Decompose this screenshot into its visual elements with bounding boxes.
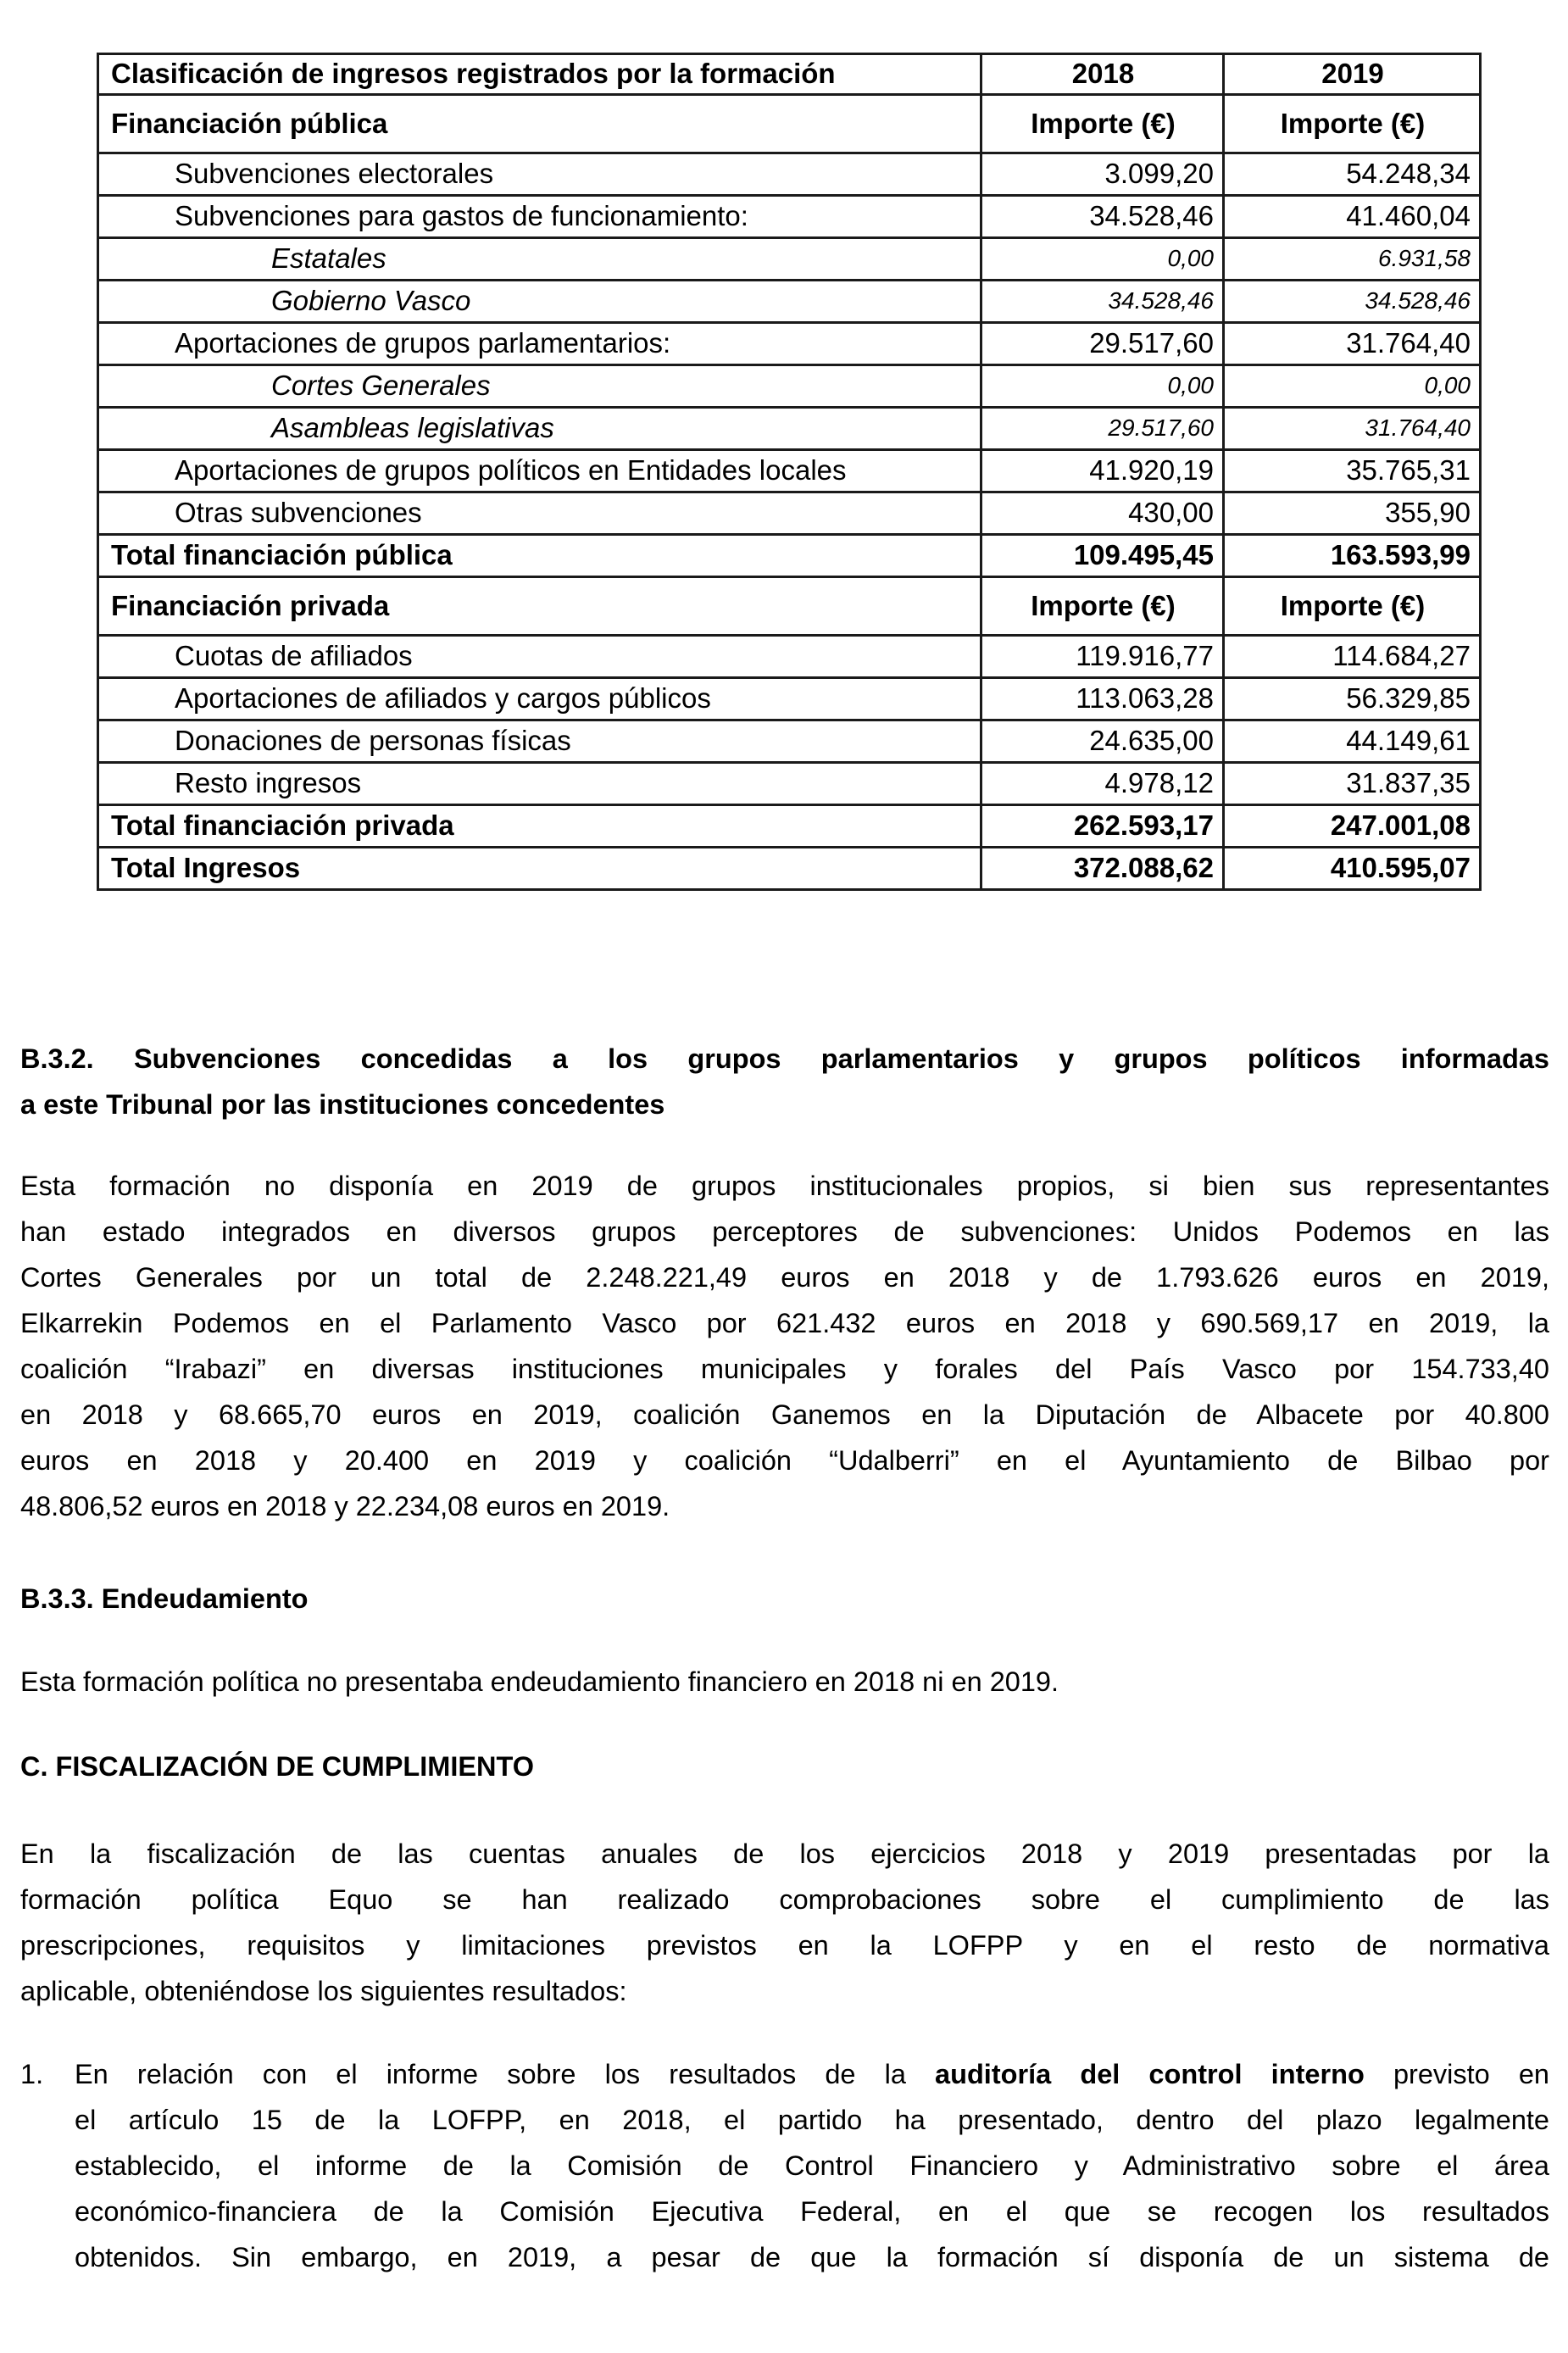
private-total-row <box>98 805 1481 848</box>
row-label: Estatales <box>98 238 981 281</box>
section-unit-2019: Importe (€) <box>1224 95 1481 153</box>
value-2019: 31.764,40 <box>1224 408 1481 450</box>
row-label: Otras subvenciones <box>98 492 981 535</box>
paragraph-line: prescripciones, requisitos y limitaciones previstos en la LOFPP y en el resto de normativa <box>20 1930 1549 1961</box>
row-label: Subvenciones para gastos de funcionamiento: <box>98 196 981 238</box>
income-classification-table <box>97 53 1482 891</box>
total-2019: 163.593,99 <box>1224 535 1481 577</box>
row-label: Resto ingresos <box>98 763 981 805</box>
paragraph-line: Cortes Generales por un total de 2.248.221,49 euros en 2018 y de 1.793.626 euros en 2019, <box>20 1262 1549 1293</box>
value-2019: 56.329,85 <box>1224 678 1481 720</box>
list-line <box>75 2051 1549 2097</box>
table-row <box>98 763 1481 805</box>
row-label: Aportaciones de grupos parlamentarios: <box>98 323 981 365</box>
heading-line: B.3.2. Subvenciones concedidas a los grupos parlamentarios y grupos políticos informadas <box>20 1043 1549 1074</box>
list-line: económico-financiera de la Comisión Ejecutiva Federal, en el que se recogen los resultados <box>75 2196 1549 2227</box>
paragraph-line: coalición “Irabazi” en diversas instituciones municipales y forales del País Vasco por 154.733,40 <box>20 1354 1549 1384</box>
table-row <box>98 281 1481 323</box>
section-b33-paragraph: Esta formación política no presentaba endeudamiento financiero en 2018 ni en 2019. <box>20 1666 1059 1697</box>
value-2018: 29.517,60 <box>981 408 1224 450</box>
value-2018: 29.517,60 <box>981 323 1224 365</box>
list-line: establecido, el informe de la Comisión de Control Financiero y Administrativo sobre el área <box>75 2150 1549 2181</box>
row-label: Cortes Generales <box>98 365 981 408</box>
row-label: Asambleas legislativas <box>98 408 981 450</box>
header-label: Clasificación de ingresos registrados por la formación <box>98 54 981 95</box>
row-label: Gobierno Vasco <box>98 281 981 323</box>
total-label: Total financiación pública <box>98 535 981 577</box>
public-financing-section-row <box>98 95 1481 153</box>
value-2019: 6.931,58 <box>1224 238 1481 281</box>
paragraph-line: Esta formación no disponía en 2019 de grupos institucionales propios, si bien sus representantes <box>20 1171 1549 1201</box>
row-label: Subvenciones electorales <box>98 153 981 196</box>
value-2019: 31.837,35 <box>1224 763 1481 805</box>
total-2018: 372.088,62 <box>981 848 1224 890</box>
value-2019: 0,00 <box>1224 365 1481 408</box>
value-2019: 31.764,40 <box>1224 323 1481 365</box>
paragraph-line: En la fiscalización de las cuentas anuales de los ejercicios 2018 y 2019 presentadas por la <box>20 1838 1549 1869</box>
row-label: Donaciones de personas físicas <box>98 720 981 763</box>
paragraph-line: formación política Equo se han realizado comprobaciones sobre el cumplimiento de las <box>20 1884 1549 1915</box>
value-2018: 113.063,28 <box>981 678 1224 720</box>
list-line: obtenidos. Sin embargo, en 2019, a pesar de que la formación sí disponía de un sistema de <box>75 2242 1549 2272</box>
total-2019: 247.001,08 <box>1224 805 1481 848</box>
value-2019: 54.248,34 <box>1224 153 1481 196</box>
total-label: Total Ingresos <box>98 848 981 890</box>
section-unit-2019: Importe (€) <box>1224 577 1481 636</box>
heading-line: a este Tribunal por las instituciones concedentes <box>20 1089 665 1120</box>
finding-list-item <box>20 2051 1549 2280</box>
value-2018: 24.635,00 <box>981 720 1224 763</box>
value-2019: 355,90 <box>1224 492 1481 535</box>
total-label: Total financiación privada <box>98 805 981 848</box>
grand-total-row <box>98 848 1481 890</box>
section-b32-paragraph <box>20 1163 1549 1529</box>
paragraph-line: en 2018 y 68.665,70 euros en 2019, coalición Ganemos en la Diputación de Albacete por 40.800 <box>20 1399 1549 1430</box>
table-row <box>98 238 1481 281</box>
value-2019: 34.528,46 <box>1224 281 1481 323</box>
table-row <box>98 492 1481 535</box>
table-row <box>98 365 1481 408</box>
header-year-2018: 2018 <box>981 54 1224 95</box>
value-2019: 41.460,04 <box>1224 196 1481 238</box>
value-2018: 34.528,46 <box>981 196 1224 238</box>
value-2018: 0,00 <box>981 365 1224 408</box>
row-label: Aportaciones de afiliados y cargos públicos <box>98 678 981 720</box>
list-number: 1. <box>20 2059 44 2089</box>
total-2018: 262.593,17 <box>981 805 1224 848</box>
value-2018: 119.916,77 <box>981 636 1224 678</box>
paragraph-line: euros en 2018 y 20.400 en 2019 y coalición “Udalberri” en el Ayuntamiento de Bilbao por <box>20 1445 1549 1476</box>
section-label: Financiación pública <box>98 95 981 153</box>
value-2018: 0,00 <box>981 238 1224 281</box>
total-2019: 410.595,07 <box>1224 848 1481 890</box>
table-row <box>98 720 1481 763</box>
list-line: el artículo 15 de la LOFPP, en 2018, el partido ha presentado, dentro del plazo legalmente <box>75 2105 1549 2135</box>
paragraph-line: Elkarrekin Podemos en el Parlamento Vasco por 621.432 euros en 2018 y 690.569,17 en 2019, la <box>20 1308 1549 1338</box>
private-financing-section-row <box>98 577 1481 636</box>
table-row <box>98 408 1481 450</box>
section-label: Financiación privada <box>98 577 981 636</box>
table-row <box>98 678 1481 720</box>
value-2019: 44.149,61 <box>1224 720 1481 763</box>
row-label: Cuotas de afiliados <box>98 636 981 678</box>
value-2018: 4.978,12 <box>981 763 1224 805</box>
section-b33-heading: B.3.3. Endeudamiento <box>20 1583 309 1614</box>
paragraph-line: han estado integrados en diversos grupos perceptores de subvenciones: Unidos Podemos en las <box>20 1216 1549 1247</box>
table-row <box>98 450 1481 492</box>
text-run: previsto en <box>1364 2059 1550 2089</box>
section-unit-2018: Importe (€) <box>981 95 1224 153</box>
public-total-row <box>98 535 1481 577</box>
total-2018: 109.495,45 <box>981 535 1224 577</box>
value-2018: 430,00 <box>981 492 1224 535</box>
bold-term: auditoría del control interno <box>935 2059 1365 2089</box>
section-c-heading: C. FISCALIZACIÓN DE CUMPLIMIENTO <box>20 1751 535 1782</box>
value-2018: 34.528,46 <box>981 281 1224 323</box>
value-2018: 3.099,20 <box>981 153 1224 196</box>
table-row <box>98 153 1481 196</box>
row-label: Aportaciones de grupos políticos en Entidades locales <box>98 450 981 492</box>
table-row <box>98 196 1481 238</box>
table-header-row <box>98 54 1481 95</box>
text-run: En relación con el informe sobre los resultados de la <box>75 2059 936 2089</box>
paragraph-line: 48.806,52 euros en 2018 y 22.234,08 euros en 2019. <box>20 1491 670 1521</box>
value-2019: 114.684,27 <box>1224 636 1481 678</box>
section-b32-heading <box>20 1036 1549 1127</box>
value-2019: 35.765,31 <box>1224 450 1481 492</box>
value-2018: 41.920,19 <box>981 450 1224 492</box>
list-item-body <box>75 2051 1549 2280</box>
paragraph-line: aplicable, obteniéndose los siguientes resultados: <box>20 1976 627 2006</box>
table-row <box>98 636 1481 678</box>
section-unit-2018: Importe (€) <box>981 577 1224 636</box>
header-year-2019: 2019 <box>1224 54 1481 95</box>
table-row <box>98 323 1481 365</box>
section-c-paragraph <box>20 1831 1549 2014</box>
